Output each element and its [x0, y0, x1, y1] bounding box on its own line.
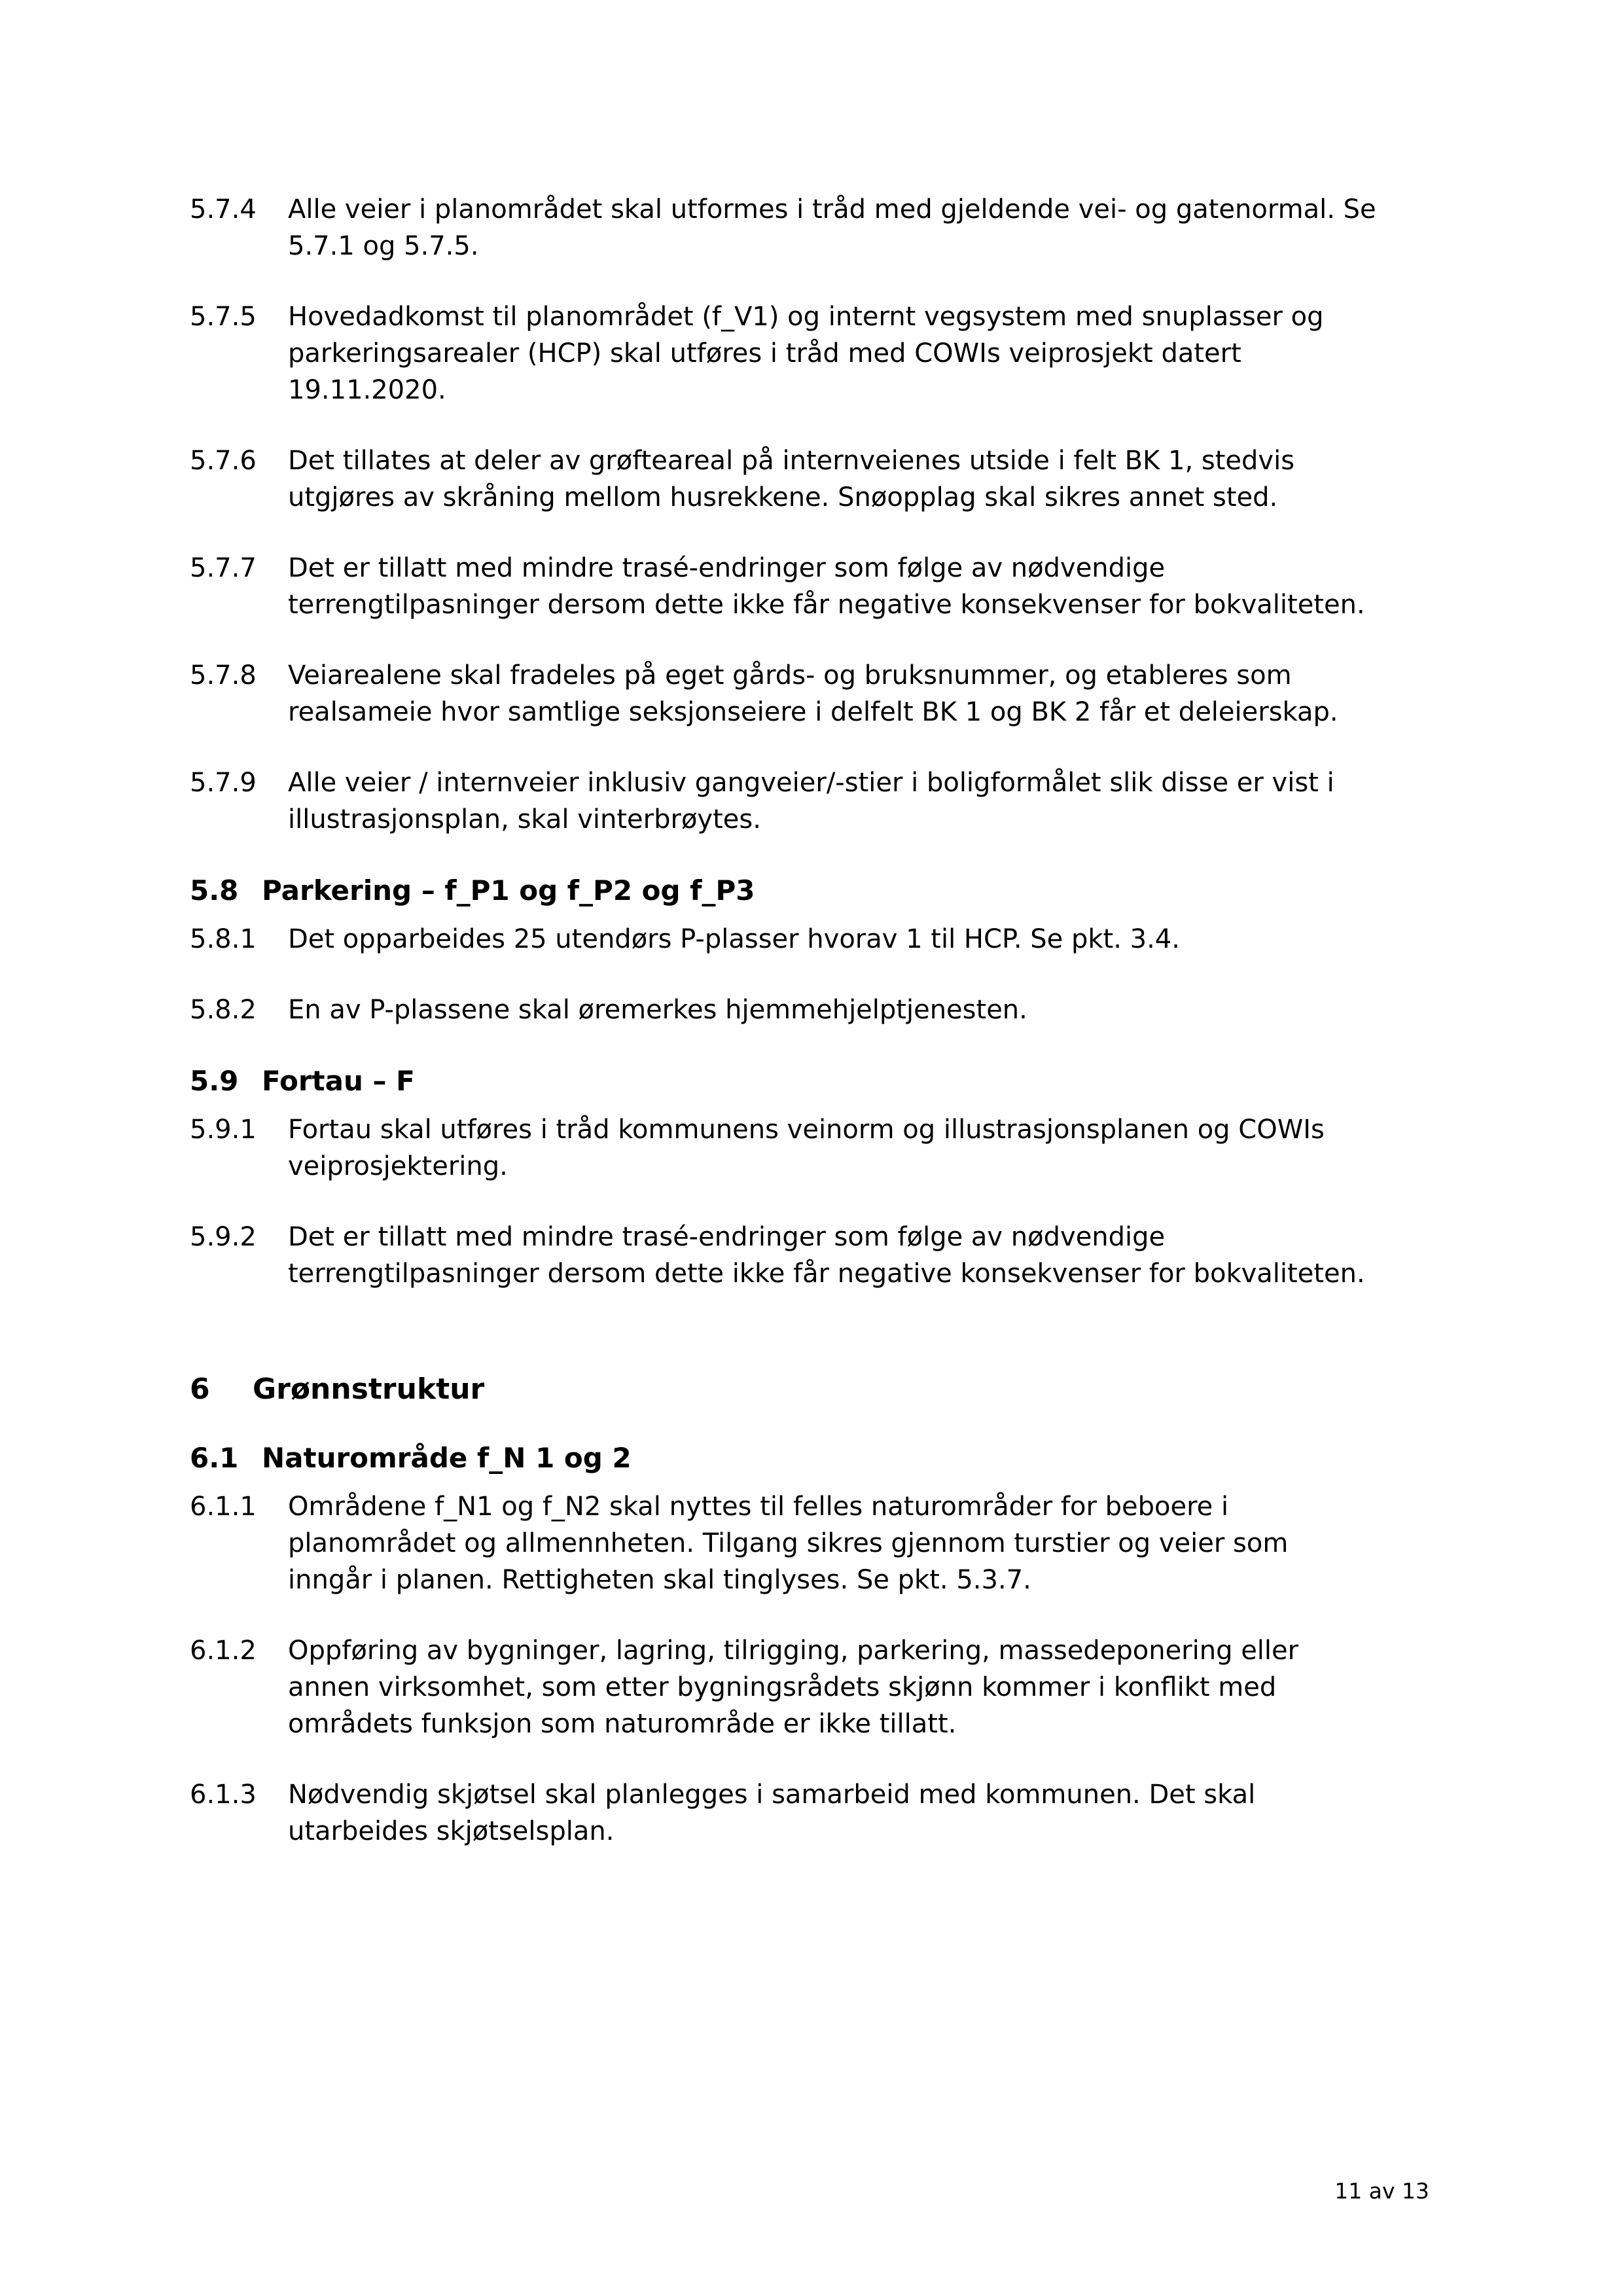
clause-text: Det er tillatt med mindre trasé-endringer som følge av nødvendige terrengtilpasninger dersom dette ikke får negative konsekvenser for bokvaliteten.: [288, 553, 1365, 620]
clause-number: 5.9: [190, 1064, 239, 1097]
clause-number: 5.8.2: [190, 994, 257, 1025]
clause-number: 5.7.9: [190, 768, 257, 798]
numbered-clause: [190, 921, 1380, 958]
clause-number: 6.1.3: [190, 1779, 257, 1810]
clause-number: 5.8: [190, 874, 239, 906]
clause-number: 5.7.8: [190, 660, 257, 691]
numbered-clause: [190, 298, 1380, 408]
clause-text: Det opparbeides 25 utendørs P-plasser hvorav 1 til HCP. Se pkt. 3.4.: [288, 924, 1180, 954]
clause-number: 6.1: [190, 1442, 239, 1475]
clause-number: 5.8.1: [190, 924, 257, 954]
clause-number: 6: [190, 1372, 210, 1406]
numbered-clause: [190, 764, 1380, 838]
numbered-clause: [190, 1632, 1380, 1742]
clause-text: Alle veier i planområdet skal utformes i tråd med gjeldende vei- og gatenormal. Se 5.7.1 og 5.7.5.: [288, 194, 1376, 261]
section-heading: [190, 1439, 1380, 1478]
heading-text: Fortau – F: [262, 1064, 415, 1097]
page-number: 11 av 13: [1334, 2178, 1429, 2204]
clause-text: Veiarealene skal fradeles på eget gårds- og bruksnummer, og etableres som realsameie hvor samtlige seksjonseiere i delfelt BK 1 og BK 2 får et deleierskap.: [288, 660, 1338, 727]
clause-text: Det tillates at deler av grøfteareal på internveienes utside i felt BK 1, stedvis utgjøres av skråning mellom husrekkene. Snøopplag skal sikres annet sted.: [288, 446, 1295, 512]
numbered-clause: [190, 1776, 1380, 1850]
clause-text: Hovedadkomst til planområdet (f_V1) og internt vegsystem med snuplasser og parkeringsarealer (HCP) skal utføres i tråd med COWIs veiprosjekt datert 19.11.2020.: [288, 302, 1324, 405]
section-heading: [190, 1062, 1380, 1101]
clause-text: Fortau skal utføres i tråd kommunens veinorm og illustrasjonsplanen og COWIs veiprosjektering.: [288, 1114, 1325, 1181]
numbered-clause: [190, 657, 1380, 730]
clause-text: En av P-plassene skal øremerkes hjemmehjelptjenesten.: [288, 994, 1027, 1025]
clause-text: Alle veier / internveier inklusiv gangveier/-stier i boligformålet slik disse er vist i illustrasjonsplan, skal vinterbrøytes.: [288, 768, 1334, 834]
clause-number: 6.1.1: [190, 1491, 257, 1522]
heading-text: Parkering – f_P1 og f_P2 og f_P3: [262, 874, 755, 906]
numbered-clause: [190, 442, 1380, 516]
clause-number: 5.7.7: [190, 553, 257, 583]
numbered-clause: [190, 1219, 1380, 1292]
numbered-clause: [190, 1111, 1380, 1185]
clause-number: 5.7.6: [190, 446, 257, 476]
clause-number: 5.9.1: [190, 1114, 257, 1145]
section-heading: [190, 1369, 1380, 1410]
clause-text: Områdene f_N1 og f_N2 skal nyttes til felles naturområder for beboere i planområdet og allmennheten. Tilgang sikres gjennom turstier og veier som inngår i planen. Rettigheten skal tinglyses. Se pkt. 5.3.7.: [288, 1491, 1289, 1595]
clause-text: Det er tillatt med mindre trasé-endringer som følge av nødvendige terrengtilpasninger dersom dette ikke får negative konsekvenser for bokvaliteten.: [288, 1221, 1365, 1289]
clause-text: Nødvendig skjøtsel skal planlegges i samarbeid med kommunen. Det skal utarbeides skjøtselsplan.: [288, 1779, 1256, 1846]
document-content: [190, 191, 1380, 1884]
clause-number: 5.7.4: [190, 194, 257, 224]
clause-number: 6.1.2: [190, 1635, 257, 1666]
clause-text: Oppføring av bygninger, lagring, tilrigging, parkering, massedeponering eller annen virksomhet, som etter bygningsrådets skjønn kommer i konflikt med områdets funksjon som naturområde er ikke tillatt.: [288, 1635, 1299, 1739]
numbered-clause: [190, 1488, 1380, 1598]
heading-text: Grønnstruktur: [253, 1372, 485, 1406]
section-heading: [190, 872, 1380, 910]
heading-text: Naturområde f_N 1 og 2: [262, 1442, 632, 1475]
clause-number: 5.9.2: [190, 1221, 257, 1252]
numbered-clause: [190, 992, 1380, 1028]
numbered-clause: [190, 550, 1380, 623]
clause-number: 5.7.5: [190, 302, 257, 332]
numbered-clause: [190, 191, 1380, 264]
